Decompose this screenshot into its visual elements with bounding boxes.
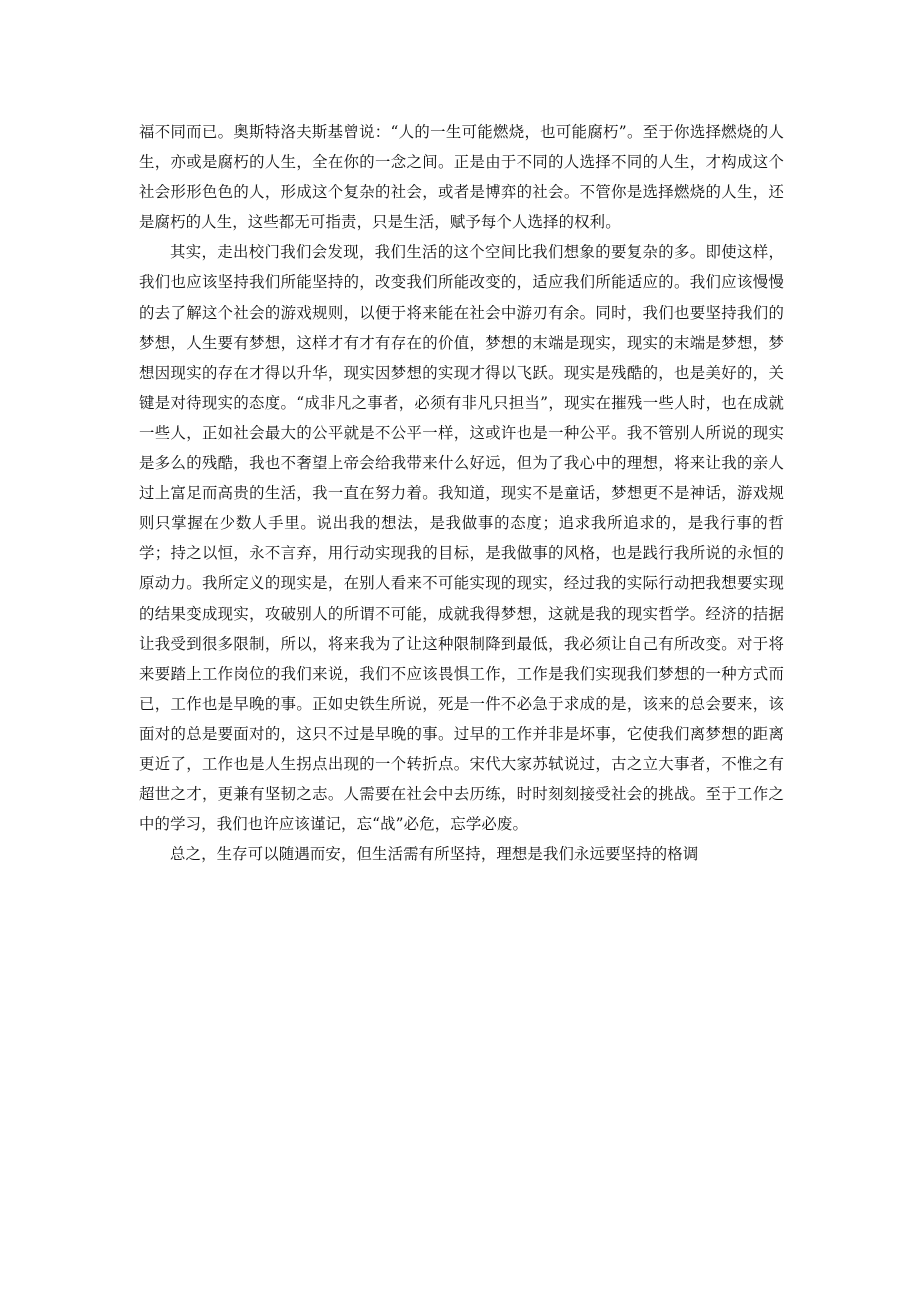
paragraph-2: 其实，走出校门我们会发现，我们生活的这个空间比我们想象的要复杂的多。即使这样，我们也应该坚持我们所能坚持的，改变我们所能改变的，适应我们所能适应的。我们应该慢慢的去了解这个社会的游戏规则，以便于将来能在社会中游刃有余。同时，我们也要坚持我们的梦想，人生要有梦想，这样才有才有存在的价值，梦想的末端是现实，现实的末端是梦想，梦想因现实的存在才得以升华，现实因梦想的实现才得以飞跃。现实是残酷的，也是美好的，关键是对待现实的态度。“成非凡之事者，必须有非凡只担当”，现实在摧残一些人时，也在成就一些人，正如社会最大的公平就是不公平一样，这或许也是一种公平。我不管别人所说的现实是多么的残酷，我也不奢望上帝会给我带来什么好远，但为了我心中的理想，将来让我的亲人过上富足而高贵的生活，我一直在努力着。我知道，现实不是童话，梦想更不是神话，游戏规则只掌握在少数人手里。说出我的想法，是我做事的态度；追求我所追求的，是我行事的哲学；持之以恒，永不言弃，用行动实现我的目标，是我做事的风格，也是践行我所说的永恒的原动力。我所定义的现实是，在别人看来不可能实现的现实，经过我的实际行动把我想要实现的结果变成现实，攻破别人的所谓不可能，成就我得梦想，这就是我的现实哲学。经济的拮据让我受到很多限制，所以，将来我为了让这种限制降到最低，我必须让自己有所改变。对于将来要踏上工作岗位的我们来说，我们不应该畏惧工作，工作是我们实现我们梦想的一种方式而已，工作也是早晚的事。正如史铁生所说，死是一件不必急于求成的是，该来的总会要来，该面对的总是要面对的，这只不过是早晚的事。过早的工作并非是坏事，它使我们离梦想的距离更近了，工作也是人生拐点出现的一个转折点。宋代大家苏轼说过，古之立大事者，不惟之有超世之才，更兼有坚韧之志。人需要在社会中去历练，时时刻刻接受社会的挑战。至于工作之中的学习，我们也许应该谨记，忘“战”必危，忘学必废。 xyxy=(139,243,784,834)
body-text xyxy=(139,117,784,869)
paragraph-3: 总之，生存可以随遇而安，但生活需有所坚持，理想是我们永远要坚持的格调 xyxy=(170,845,699,864)
paragraph-1: 福不同而已。奥斯特洛夫斯基曾说：“人的一生可能燃烧，也可能腐朽”。至于你选择燃烧的人生，亦或是腐朽的人生，全在你的一念之间。正是由于不同的人选择不同的人生，才构成这个社会形形色色的人，形成这个复杂的社会，或者是博弈的社会。不管你是选择燃烧的人生，还是腐朽的人生，这些都无可指责，只是生活，赋予每个人选择的权利。 xyxy=(139,123,784,232)
